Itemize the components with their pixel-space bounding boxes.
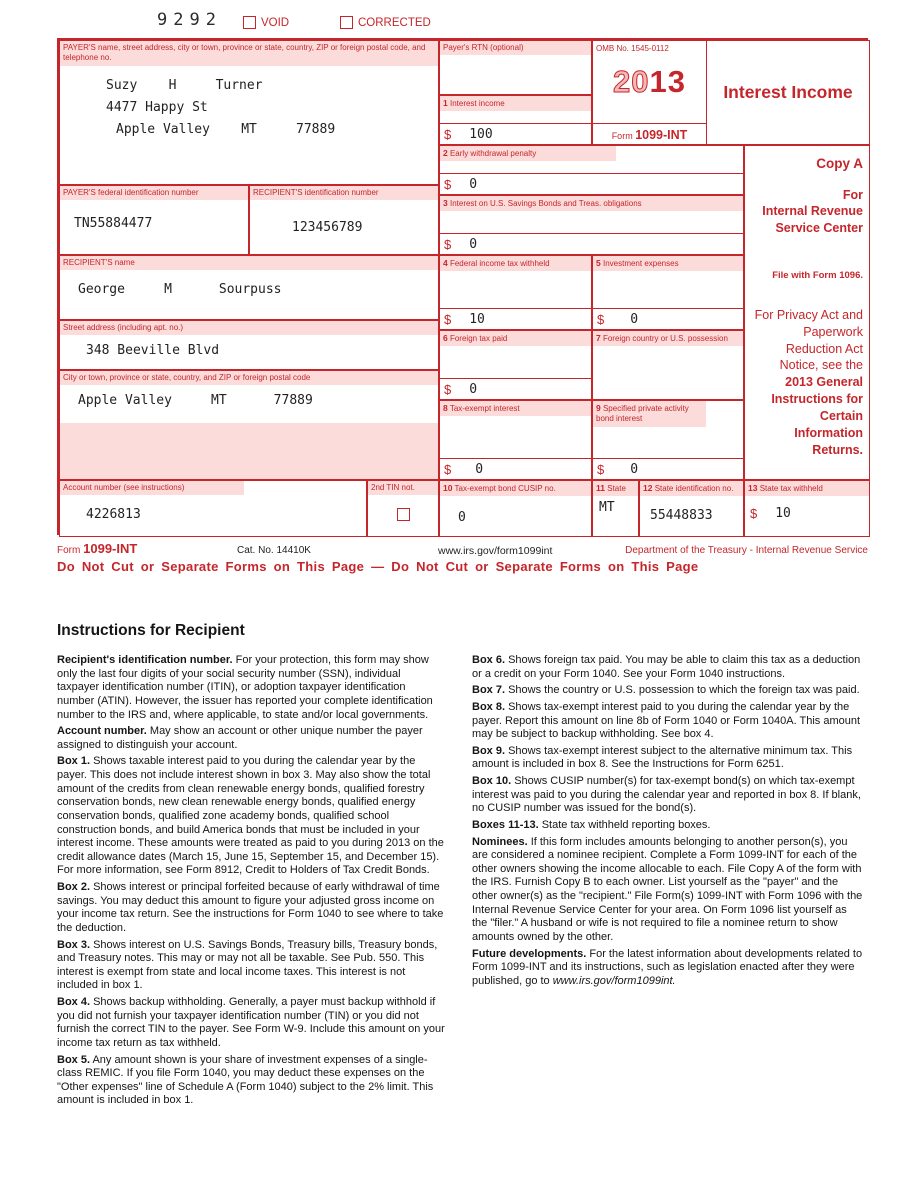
- recipient-street-box: [59, 320, 439, 370]
- box12-label: 12 State identification no.: [640, 481, 743, 496]
- payer-rtn-label: Payer's RTN (optional): [440, 41, 591, 55]
- box10-label: 10 Tax-exempt bond CUSIP no.: [440, 481, 591, 496]
- dollar-sign: $: [597, 311, 605, 327]
- box12-state-id: [639, 480, 744, 537]
- box1-label: 1 Interest income: [440, 96, 591, 111]
- form-code-9292: 9292: [157, 10, 222, 30]
- payer-rtn-box: [439, 40, 592, 95]
- box6-amount: [440, 378, 591, 399]
- box4-value[interactable]: 10: [469, 311, 485, 327]
- recipient-street-value[interactable]: 348 Beeville Blvd: [86, 343, 220, 359]
- instructions-title: Instructions for Recipient: [57, 622, 245, 639]
- copy-a-column: [744, 145, 870, 480]
- dollar-sign: $: [597, 461, 605, 477]
- box2-amount: [440, 173, 743, 194]
- box11-state: [592, 480, 639, 537]
- box4-label: 4 Federal income tax withheld: [440, 256, 591, 271]
- instructions-right-column: [472, 654, 863, 991]
- box3-amount: [440, 233, 743, 254]
- payer-id-value[interactable]: TN55884477: [74, 216, 153, 232]
- payer-id-box: [59, 185, 249, 255]
- payer-label: PAYER'S name, street address, city or town, province or state, country, ZIP or foreign postal code, and telephone no.: [60, 41, 438, 66]
- instruction-paragraph: Box 9. Shows tax-exempt interest subject to the alternative minimum tax. This amount is included in box 8. See the Instructions for Form 6251.: [472, 744, 853, 771]
- recipient-city-label: City or town, province or state, country, and ZIP or foreign postal code: [60, 371, 438, 385]
- payer-info-box: [59, 40, 439, 185]
- box7-label: 7 Foreign country or U.S. possession: [593, 331, 743, 346]
- instruction-paragraph: Box 7. Shows the country or U.S. possession to which the foreign tax was paid.: [472, 684, 860, 697]
- recipient-city-value[interactable]: Apple Valley MT 77889: [78, 393, 313, 409]
- instruction-paragraph: Boxes 11-13. State tax withheld reporting boxes.: [472, 818, 711, 831]
- box6-value[interactable]: 0: [469, 381, 478, 397]
- box9-value[interactable]: 0: [630, 461, 639, 477]
- form-title: Interest Income: [707, 40, 870, 145]
- box7-foreign-country: [592, 330, 744, 400]
- box2-value[interactable]: 0: [469, 176, 478, 192]
- box9-label: 9 Specified private activity bond interest: [593, 401, 706, 427]
- box4-federal-tax-withheld: [439, 255, 592, 330]
- void-option: [243, 14, 289, 32]
- dollar-sign: $: [444, 311, 452, 327]
- box6-label: 6 Foreign tax paid: [440, 331, 591, 346]
- dollar-sign: $: [444, 461, 452, 477]
- instructions-left-column: [57, 654, 445, 1111]
- payer-name-value[interactable]: Suzy H Turner: [106, 77, 263, 93]
- instruction-paragraph: Box 5. Any amount shown is your share of investment expenses of a single-class REMIC. If you file Form 1040, you may deduct these expenses on the "Other expenses" line of Schedule A (Form 1040) subject to the 2% limit. This amount is included in box 1.: [57, 1053, 434, 1107]
- box5-value[interactable]: 0: [630, 311, 639, 327]
- instruction-paragraph: Box 10. Shows CUSIP number(s) for tax-exempt bond(s) on which tax-exempt interest was paid to you during the calendar year and reported in box 8. If blank, no CUSIP number was issued for the bond(s).: [472, 775, 861, 815]
- dollar-sign: $: [750, 506, 758, 522]
- irs-url: www.irs.gov/form1099int: [438, 545, 553, 557]
- recipient-name-label: RECIPIENT'S name: [60, 256, 438, 270]
- payer-id-label: PAYER'S federal identification number: [60, 186, 248, 200]
- recipient-name-value[interactable]: George M Sourpuss: [78, 282, 282, 298]
- void-label: VOID: [261, 16, 290, 29]
- box12-value[interactable]: 55448833: [650, 508, 713, 524]
- void-checkbox[interactable]: [243, 16, 256, 29]
- account-number-label: Account number (see instructions): [60, 481, 244, 495]
- box6-foreign-tax-paid: [439, 330, 592, 400]
- instruction-paragraph: Future developments. For the latest information about developments related to Form 1099-INT and its instructions, such as legislation enacted after they were published, go to www.irs.gov/form1099int.: [472, 947, 863, 987]
- omb-year-box: [592, 40, 707, 145]
- account-number-box: [59, 480, 367, 537]
- instruction-paragraph: Account number. May show an account or other unique number the payer assigned to distinguish your account.: [57, 725, 423, 751]
- payer-city-value[interactable]: Apple Valley MT 77889: [116, 121, 336, 137]
- privacy-act-note: For Privacy Act and Paperwork Reduction Act Notice, see the 2013 General Instructions for Certain Information Returns.: [754, 307, 863, 457]
- account-number-value[interactable]: 4226813: [86, 507, 141, 523]
- instruction-paragraph: Recipient's identification number. For your protection, this form may show only the last four digits of your social security number (SSN), individual taxpayer identification number (ITIN), or adoption taxpayer identification number (ATIN). However, the issuer has reported your complete identification number to the IRS and, where applicable, to state and/or local governments.: [57, 654, 433, 721]
- treasury-department: Department of the Treasury - Internal Revenue Service: [625, 545, 868, 556]
- box13-state-tax-withheld: [744, 480, 870, 537]
- box10-value[interactable]: 0: [458, 510, 466, 526]
- copy-a-destination: For Internal Revenue Service Center: [762, 188, 863, 235]
- omb-number: OMB No. 1545-0112: [596, 44, 669, 53]
- second-tin-checkbox[interactable]: [397, 508, 410, 521]
- box11-value[interactable]: MT: [599, 500, 615, 516]
- copy-a-title: Copy A: [816, 156, 863, 171]
- box2-early-withdrawal: [439, 145, 744, 195]
- instruction-paragraph: Box 2. Shows interest or principal forfeited because of early withdrawal of time savings. You may deduct this amount to figure your adjusted gross income on your income tax return. See the instructions for Form 1040 to see where to take the deduction.: [57, 881, 444, 934]
- instruction-paragraph: Nominees. If this form includes amounts belonging to another person(s), you are considered a nominee recipient. Complete a Form 1099-INT for each of the other owners showing the income allocable to each. File Copy A of the form with the IRS. Furnish Copy B to each owner. List yourself as the "payer" and the other owner(s) as the "recipient." File Form(s) 1099-INT with Form 1096 with the Internal Revenue Service Center for your area. On Form 1096 list yourself as the "filer." A husband or wife is not required to file a nominee return to show amounts owned by the other.: [472, 835, 863, 943]
- dollar-sign: $: [444, 381, 452, 397]
- box8-amount: [440, 458, 591, 479]
- box10-cusip: [439, 480, 592, 537]
- corrected-checkbox[interactable]: [340, 16, 353, 29]
- box8-label: 8 Tax-exempt interest: [440, 401, 591, 416]
- dollar-sign: $: [444, 176, 452, 192]
- instruction-paragraph: Box 4. Shows backup withholding. Generally, a payer must backup withhold if you did not furnish your taxpayer identification number (TIN) or you did not furnish the correct TIN to the payer. See Form W-9. Include this amount on your income tax return as tax withheld.: [57, 996, 445, 1049]
- box13-label: 13 State tax withheld: [745, 481, 869, 496]
- box1-amount: [440, 123, 591, 144]
- box4-amount: [440, 308, 591, 329]
- instruction-paragraph: Box 1. Shows taxable interest paid to you during the calendar year by the payer. This does not include interest shown in box 3. May also show the total amount of the credits from clean renewable energy bonds, qualified forestry conservation bonds, new clean renewable energy bonds, qualified energy conservation bonds, qualified zone academy bonds, qualified school construction bonds, and build America bonds that must be included in your interest income. These amounts were treated as paid to you during 2013 on the credit allowance dates (March 15, June 15, September 15, and December 15). For more information, see Form 8912, Credit to Holders of Tax Credit Bonds.: [57, 755, 444, 877]
- do-not-cut-notice: Do Not Cut or Separate Forms on This Page — Do Not Cut or Separate Forms on This Page: [57, 559, 699, 574]
- instructions-section: [57, 622, 863, 1107]
- box8-value[interactable]: 0: [475, 461, 484, 477]
- instruction-paragraph: Box 3. Shows interest on U.S. Savings Bonds, Treasury bills, Treasury bonds, and Treasury notes. This may or may not all be taxable. See Pub. 550. This interest is exempt from state and local income taxes. This interest is not included in box 1.: [57, 938, 438, 992]
- box1-value[interactable]: 100: [469, 126, 493, 142]
- corrected-option: [340, 14, 431, 32]
- box11-label: 11 State: [593, 481, 638, 496]
- box5-investment-expenses: [592, 255, 744, 330]
- recipient-name-box: [59, 255, 439, 320]
- form-1099-int: [57, 38, 868, 535]
- recipient-id-label: RECIPIENT'S identification number: [250, 186, 438, 200]
- corrected-label: CORRECTED: [358, 16, 431, 29]
- box9-private-activity-bond: [592, 400, 744, 480]
- footer-form-number: Form 1099-INT: [57, 541, 138, 556]
- tax-year: 2013: [613, 64, 686, 99]
- box2-label: 2 Early withdrawal penalty: [440, 146, 616, 161]
- box3-label: 3 Interest on U.S. Savings Bonds and Treas. obligations: [440, 196, 743, 211]
- box13-value[interactable]: 10: [775, 506, 791, 522]
- box3-value[interactable]: 0: [469, 236, 478, 252]
- box5-label: 5 Investment expenses: [593, 256, 743, 271]
- box8-tax-exempt-interest: [439, 400, 592, 480]
- dollar-sign: $: [444, 236, 452, 252]
- second-tin-label: 2nd TIN not.: [368, 481, 438, 495]
- payer-street-value[interactable]: 4477 Happy St: [106, 99, 208, 115]
- recipient-street-label: Street address (including apt. no.): [60, 321, 438, 335]
- recipient-city-box: [59, 370, 439, 480]
- shaded-filler: [60, 423, 438, 479]
- instruction-paragraph: Box 8. Shows tax-exempt interest paid to you during the calendar year by the payer. Report this amount on line 8b of Form 1040 or Form 1040A. This amount may be subject to backup withholding. See box 4.: [472, 700, 861, 741]
- second-tin-box: [367, 480, 439, 537]
- recipient-id-value[interactable]: 123456789: [292, 220, 363, 236]
- recipient-id-box: [249, 185, 439, 255]
- box1-interest-income: [439, 95, 592, 145]
- file-with-note: File with Form 1096.: [772, 269, 863, 281]
- instruction-paragraph: Box 6. Shows foreign tax paid. You may be able to claim this tax as a deduction or a credit on your Form 1040. See your Form 1040 instructions.: [472, 654, 861, 680]
- box3-savings-bonds: [439, 195, 744, 255]
- box5-amount: [593, 308, 743, 329]
- catalog-number: Cat. No. 14410K: [237, 545, 311, 556]
- form-number-box: Form 1099-INT: [593, 123, 706, 144]
- dollar-sign: $: [444, 126, 452, 142]
- box9-amount: [593, 458, 743, 479]
